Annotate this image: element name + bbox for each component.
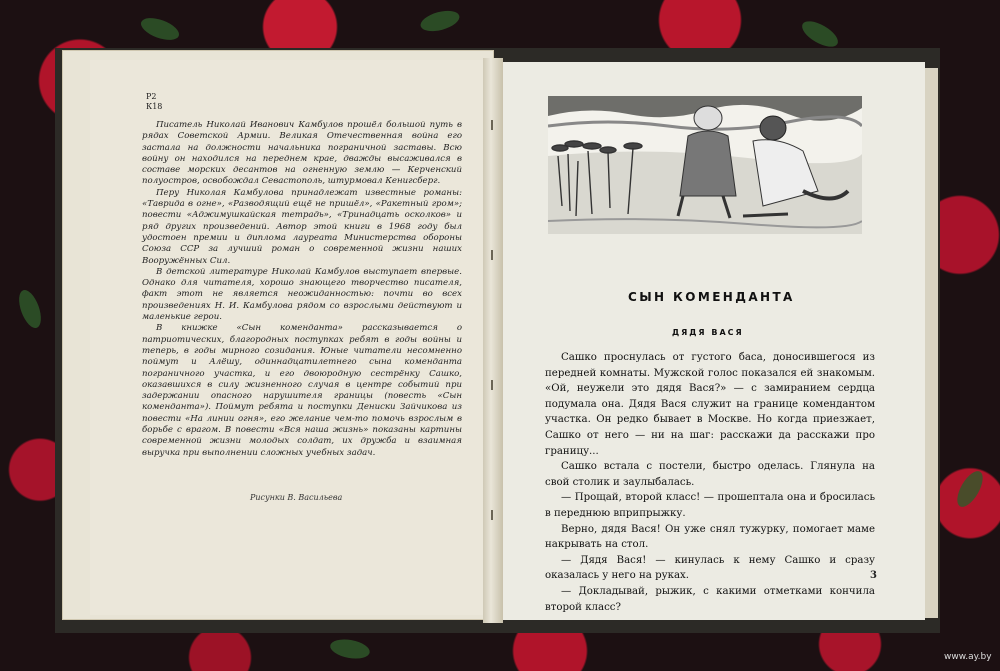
biography-paragraph: Перу Николая Камбулова принадлежат известные романы: «Таврида в огне», «Разводящий ещё не пришёл», «Ракетный гром»; повести «Аджимушкайская тетрадь», «Тринадцать осколков» и ряд других произведений. Автор этой книги в 1968 году был удостоен премии и диплома лауреата Министерства обороны Союза ССР за лучший роман о современной жизни наших Вооружённых Сил.: [142, 187, 462, 266]
story-paragraph: — Прощай, второй класс! — прошептала она и бросилась в переднюю вприпрыжку.: [545, 492, 875, 519]
tablecloth-leaf: [329, 637, 372, 662]
tablecloth-leaf: [418, 7, 461, 35]
section-title: ДЯДЯ ВАСЯ: [672, 328, 744, 337]
call-number-line1: Р2: [146, 92, 157, 101]
site-watermark: www.ay.by: [944, 652, 992, 662]
book-spine: [483, 58, 503, 623]
story-paragraph: — Дядя Вася! — кинулась к нему Сашко и сразу оказалась у него на руках.: [545, 554, 875, 582]
story-paragraph: Сашко проснулась от густого баса, доносившегося из передней комнаты. Мужской голос показался ей знакомым. «Ой, неужели это дядя Вася?» — с замиранием сердца подумала она. Дядя Вася служит на границе комендантом участка. Он редко бывает в Москве. Но когда приезжает, Сашко от него — ни на шаг: расскажи да расскажи про границу...: [545, 352, 875, 457]
chapter-title: СЫН КОМЕНДАНТА: [628, 290, 795, 304]
chapter-illustration: [548, 96, 862, 234]
biography-paragraph: В детской литературе Николай Камбулов выступает впервые. Однако для читателя, хорошо знающего творчество писателя, факт этот не является неожиданностью: почти во всех произведениях Н. И. Камбулова рядом со взрослыми действуют и маленькие герои.: [142, 266, 462, 323]
binding-stitch: [491, 250, 493, 260]
biography-paragraph: Писатель Николай Иванович Камбулов прошёл большой путь в рядах Советской Армии. Великая Отечественная война его застала на должности начальника пограничной заставы. Всю войну он находился на переднем крае, дважды высаживался в составе морских десантов на огненную землю — Керченский полуостров, освобождал Севастополь, штурмовал Кенигсберг.: [142, 120, 462, 187]
tablecloth-leaf: [15, 287, 46, 331]
tablecloth-leaf: [798, 16, 842, 52]
illustrator-credit: Рисунки В. Васильева: [250, 493, 343, 502]
story-text: [545, 350, 875, 615]
call-number-line2: К18: [146, 102, 163, 111]
tablecloth-leaf: [952, 467, 988, 511]
story-paragraph: — Докладывай, рыжик, с какими отметками кончила второй класс?: [545, 585, 875, 613]
binding-stitch: [491, 380, 493, 390]
story-paragraph: Верно, дядя Вася! Он уже снял тужурку, помогает маме накрывать на стол.: [545, 523, 875, 551]
binding-stitch: [491, 120, 493, 130]
page-number: 3: [870, 570, 877, 581]
author-biography: [142, 120, 462, 459]
tablecloth-leaf: [138, 14, 182, 45]
story-paragraph: Сашко встала с постели, быстро оделась. Глянула на свой столик и заулыбалась.: [545, 461, 875, 488]
binding-stitch: [491, 510, 493, 520]
call-number: [146, 92, 162, 112]
biography-paragraph: В книжке «Сын коменданта» рассказывается о патриотических, благородных поступках ребят в годы войны и теперь, в годы мирного созидания. Юные читатели несомненно поймут и Алёшу, одиннадцатилетнего сына коменданта пограничного участка, и его двоюродную сестрёнку Сашко, оказавшихся в силу жизненного случая в центре событий при задержании опасного нарушителя границы (повесть «Сын коменданта»). Поймут ребята и поступки Дениски Зайчикова из повести «На линии огня», его желание чем-то помочь взрослым в борьбе с врагом. В повести «Вся наша жизнь» показаны картины современной жизни молодых солдат, их дружба и взаимная выручка при выполнении сложных учебных задач.: [142, 323, 462, 458]
